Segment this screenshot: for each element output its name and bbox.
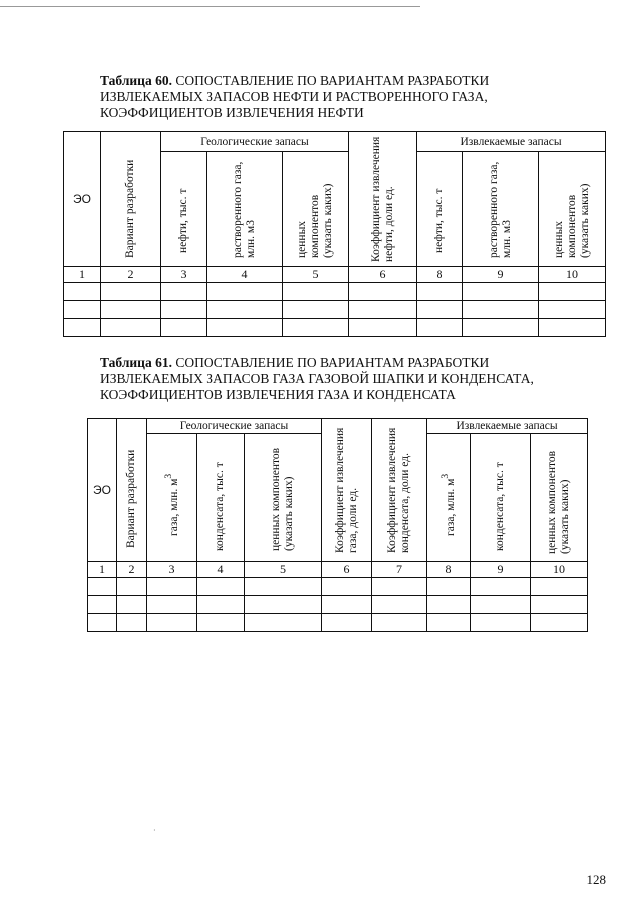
table61-header-geo-cond: конденсата, тыс. т [197,434,245,562]
scan-speck: · [153,826,156,835]
table60-header-eo: ЭО [64,132,101,267]
table61-header-rec-valuable: ценных компонентов (указать каких) [531,434,588,562]
table60-header-rec-gas: растворенного газа, млн. м3 [463,152,539,267]
table60-caption-label: Таблица 60. [100,73,172,88]
table61-header-rec-cond: конденсата, тыс. т [471,434,531,562]
table61-num-cell: 3 [147,562,197,578]
table60-header-rec-group: Извлекаемые запасы [417,132,606,152]
table61-header-eo: ЭО [88,419,117,562]
table60 [63,131,606,337]
table60-header-rec-valuable: ценных компонентов (указать каких) [539,152,606,267]
page-number: 128 [586,872,606,887]
table61-num-cell: 7 [372,562,427,578]
table60-header-geo-oil: нефти, тыс. т [161,152,207,267]
table60-header-geo-valuable: ценных компонентов (указать каких) [283,152,349,267]
table60-num-cell: 3 [161,267,207,283]
table61-header-variant: Вариант разработки [117,419,147,562]
table60-header-geo-gas: растворенного газа, млн. м3 [207,152,283,267]
table60-header-variant: Вариант разработки [101,132,161,267]
table60-header-coef: Коэффициент извлечения нефти, доли ед. [349,132,417,267]
table60-num-cell: 4 [207,267,283,283]
table61-caption [100,355,590,403]
table60-num-cell: 6 [349,267,417,283]
table61-num-cell: 9 [471,562,531,578]
table60-num-cell: 1 [64,267,101,283]
table-row [88,614,588,632]
table60-num-cell: 10 [539,267,606,283]
table-row [64,301,606,319]
table60-num-cell: 8 [417,267,463,283]
table61-num-cell: 4 [197,562,245,578]
table61-header-rec-group: Извлекаемые запасы [427,419,588,434]
table61-num-cell: 2 [117,562,147,578]
table-row [88,596,588,614]
table-row [64,283,606,301]
table61-caption-label: Таблица 61. [100,355,172,370]
table60-num-cell: 2 [101,267,161,283]
table61-header-coef-cond: Коэффициент извлечения конденсата, доли ед. [372,419,427,562]
table61-num-cell: 10 [531,562,588,578]
table60-header-rec-oil: нефти, тыс. т [417,152,463,267]
table61-caption-text: СОПОСТАВЛЕНИЕ ПО ВАРИАНТАМ РАЗРАБОТКИ ИЗВЛЕКАЕМЫХ ЗАПАСОВ ГАЗА ГАЗОВОЙ ШАПКИ И КОНДЕНСАТА, КОЭФФИЦИЕНТОВ ИЗВЛЕЧЕНИЯ ГАЗА И КОНДЕНСАТА [100,355,534,402]
table61-header-geo-group: Геологические запасы [147,419,322,434]
table60-caption [100,73,590,121]
table61-num-cell: 6 [322,562,372,578]
table60-num-cell: 9 [463,267,539,283]
table61-header-coef-gas: Коэффициент извлечения газа, доли ед. [322,419,372,562]
table-row [88,578,588,596]
table61-header-geo-valuable: ценных компонентов (указать каких) [245,434,322,562]
table60-num-cell: 5 [283,267,349,283]
table61-num-cell: 5 [245,562,322,578]
page-top-line [0,6,420,7]
table61-number-row [88,562,588,578]
table61-header-geo-gas: газа, млн. $м^3$ [147,434,197,562]
table61-num-cell: 8 [427,562,471,578]
table61 [87,418,588,632]
table61-num-cell: 1 [88,562,117,578]
table-row [64,319,606,337]
table60-header-geo-group: Геологические запасы [161,132,349,152]
table60-number-row [64,267,606,283]
table61-header-rec-gas: газа, млн. $м^3$ [427,434,471,562]
table60-caption-text: СОПОСТАВЛЕНИЕ ПО ВАРИАНТАМ РАЗРАБОТКИ ИЗВЛЕКАЕМЫХ ЗАПАСОВ НЕФТИ И РАСТВОРЕННОГО ГАЗА, КОЭФФИЦИЕНТОВ ИЗВЛЕЧЕНИЯ НЕФТИ [100,73,490,120]
